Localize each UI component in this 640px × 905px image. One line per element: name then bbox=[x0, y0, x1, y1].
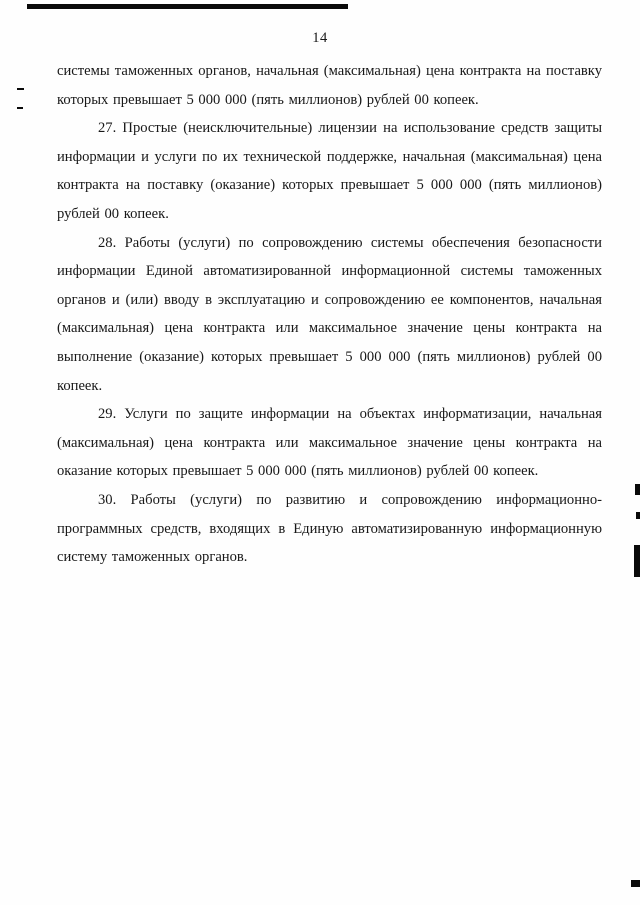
paragraph-item-28: 28. Работы (услуги) по сопровождению системы обеспечения безопасности информации Единой автоматизированной информационной системы таможенных органов и (или) вводу в эксплуатацию и сопровождению ее компонентов, начальная (максимальная) цена контракта или максимальное значение цены контракта на выполнение (оказание) которых превышает 5 000 000 (пять миллионов) рублей 00 копеек. bbox=[57, 234, 602, 394]
scan-artifact-left-mark-2 bbox=[17, 107, 23, 109]
page-number: 14 bbox=[312, 30, 328, 46]
document-body bbox=[57, 57, 602, 572]
paragraph-item-30: 30. Работы (услуги) по развитию и сопровождению информационно-программных средств, входящих в Единую автоматизированную информационную систему таможенных органов. bbox=[57, 491, 602, 566]
scan-artifact-right-mark-3 bbox=[634, 545, 640, 577]
scan-artifact-top-bar bbox=[27, 4, 348, 9]
paragraph-item-29: 29. Услуги по защите информации на объектах информатизации, начальная (максимальная) цена контракта или максимальное значение цены контракта на оказание которых превышает 5 000 000 (пять миллионов) рублей 00 копеек. bbox=[57, 406, 602, 480]
scan-artifact-right-mark-2 bbox=[636, 512, 640, 519]
paragraph-item-27: 27. Простые (неисключительные) лицензии на использование средств защиты информации и услуги по их технической поддержке, начальная (максимальная) цена контракта на поставку (оказание) которых превышает 5 000 000 (пять миллионов) рублей 00 копеек. bbox=[57, 120, 602, 222]
scan-artifact-bottom-right bbox=[631, 880, 640, 887]
scan-artifact-left-mark-1 bbox=[17, 88, 24, 90]
scan-artifact-right-mark-1 bbox=[635, 484, 640, 495]
paragraph-continuation: системы таможенных органов, начальная (максимальная) цена контракта на поставку которых превышает 5 000 000 (пять миллионов) рублей 00 копеек. bbox=[57, 63, 602, 108]
